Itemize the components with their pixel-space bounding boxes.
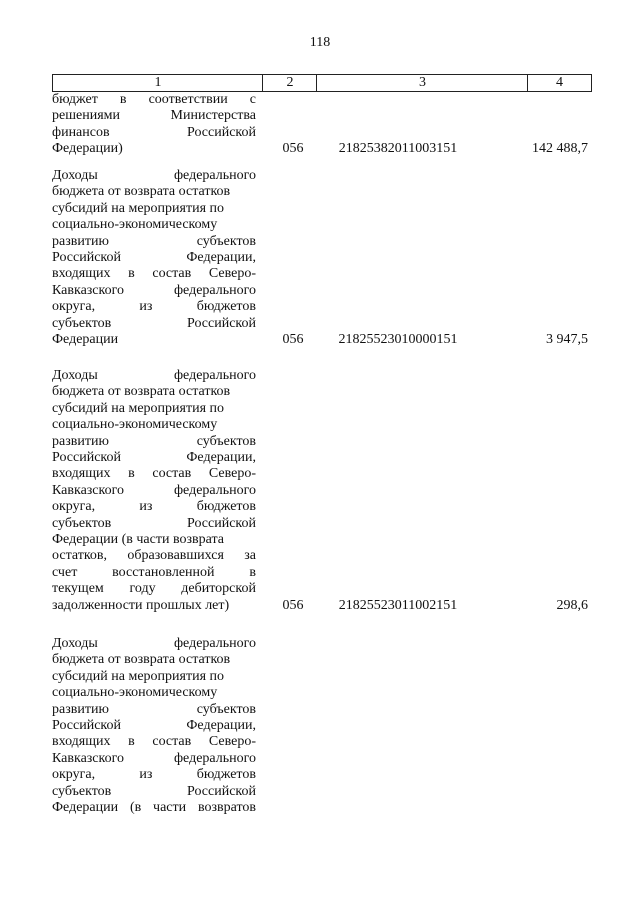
description-line	[52, 565, 256, 581]
description-line	[52, 299, 256, 315]
description-word: бюджет	[52, 92, 98, 107]
description-word: Доходы	[52, 168, 98, 183]
description-word: счет	[52, 564, 78, 580]
description-word: Кавказского	[52, 482, 125, 498]
description-word: образовавшихся	[127, 548, 224, 564]
description-word: субсидий на мероприятия по	[52, 668, 225, 684]
description-line	[52, 316, 256, 332]
description-line	[52, 168, 256, 184]
header-col-3: 3	[316, 74, 528, 92]
description-word: федерального	[173, 282, 256, 298]
description-word: Федерации)	[52, 141, 123, 157]
description-word: субъектов	[196, 701, 256, 717]
description-line	[52, 201, 256, 217]
description-word: с	[249, 92, 256, 107]
row-code: 056	[282, 141, 304, 157]
description-word: бюджета от возврата остатков	[52, 384, 231, 400]
description-line	[52, 734, 256, 750]
description-word: субсидий на мероприятия по	[52, 200, 225, 216]
row-description	[52, 168, 256, 348]
description-word: из	[139, 767, 153, 783]
description-line	[52, 384, 256, 400]
description-word: остатков,	[52, 548, 108, 564]
description-word: Российской	[187, 783, 256, 799]
description-line	[52, 499, 256, 515]
description-line	[52, 751, 256, 767]
description-word: Российской	[187, 315, 256, 331]
description-word: развитию	[52, 433, 109, 449]
description-line	[52, 125, 256, 141]
description-word: Российской	[52, 718, 121, 734]
description-word: социально-экономическому	[52, 217, 218, 233]
description-word: из	[139, 299, 153, 315]
description-word: входящих	[52, 466, 111, 482]
description-word: социально-экономическому	[52, 417, 218, 433]
description-line	[52, 669, 256, 685]
description-word: федерального	[173, 168, 256, 183]
description-line	[52, 702, 256, 718]
description-word: восстановленной	[112, 564, 215, 580]
description-line	[52, 141, 256, 157]
description-word: Российской	[187, 124, 256, 140]
description-word: округа,	[52, 767, 96, 783]
description-word: субсидий на мероприятия по	[52, 400, 225, 416]
description-line	[52, 532, 256, 548]
description-line	[52, 92, 256, 108]
description-line	[52, 718, 256, 734]
description-word: субъектов	[52, 783, 112, 799]
description-word: входящих	[52, 734, 111, 750]
description-word: в	[128, 266, 135, 282]
description-word: федерального	[173, 750, 256, 766]
description-line	[52, 401, 256, 417]
description-line	[52, 685, 256, 701]
description-word: Северо-	[208, 734, 256, 750]
header-col-1: 1	[52, 74, 263, 92]
description-word: бюджетов	[196, 767, 256, 783]
description-line	[52, 466, 256, 482]
description-word: Доходы	[52, 368, 98, 383]
description-word: Северо-	[208, 266, 256, 282]
description-word: Федерации,	[186, 450, 256, 466]
description-word: Федерации (в части возврата	[52, 532, 224, 548]
description-word: бюджетов	[196, 499, 256, 515]
description-line	[52, 767, 256, 783]
description-word: федерального	[173, 368, 256, 383]
description-word: бюджета от возврата остатков	[52, 652, 231, 668]
description-word: состав	[152, 734, 192, 750]
description-line	[52, 184, 256, 200]
description-word: соответствии	[148, 92, 228, 107]
description-word: финансов	[52, 124, 110, 140]
description-line	[52, 417, 256, 433]
description-word: решениями	[52, 108, 120, 124]
description-line	[52, 368, 256, 384]
row-description	[52, 636, 256, 816]
page-number: 118	[309, 35, 331, 50]
description-line	[52, 450, 256, 466]
description-word: федерального	[173, 482, 256, 498]
description-word: в	[119, 92, 127, 107]
description-line	[52, 234, 256, 250]
description-word: социально-экономическому	[52, 685, 218, 701]
description-word: Министерства	[170, 108, 256, 124]
description-word: дебиторской	[181, 581, 256, 597]
header-col-4: 4	[527, 74, 592, 92]
description-word: Российской	[52, 250, 121, 266]
description-line	[52, 598, 256, 614]
description-word: развитию	[52, 233, 109, 249]
table-header	[52, 74, 592, 92]
description-word: федерального	[173, 636, 256, 651]
description-word: Российской	[187, 515, 256, 531]
description-word: Кавказского	[52, 750, 125, 766]
description-word: развитию	[52, 701, 109, 717]
description-word: субъектов	[196, 233, 256, 249]
row-amount: 142 488,7	[532, 141, 588, 157]
description-word: за	[244, 548, 256, 564]
description-line	[52, 516, 256, 532]
description-word: в	[128, 466, 135, 482]
description-word: округа,	[52, 499, 96, 515]
row-kbk-code: 21825523011002151	[338, 597, 458, 613]
description-word: Федерации,	[186, 718, 256, 734]
description-word: субъектов	[196, 433, 256, 449]
description-word: округа,	[52, 299, 96, 315]
description-line	[52, 250, 256, 266]
description-line	[52, 283, 256, 299]
row-code: 056	[282, 597, 304, 613]
description-line	[52, 636, 256, 652]
description-word: году	[129, 581, 156, 597]
description-word: задолженности прошлых лет)	[52, 597, 230, 613]
description-word: Доходы	[52, 636, 98, 651]
description-word: бюджетов	[196, 299, 256, 315]
description-word: Федерации	[52, 800, 119, 816]
row-description	[52, 368, 256, 614]
description-word: возвратов	[197, 800, 256, 816]
description-line	[52, 652, 256, 668]
description-word: бюджета от возврата остатков	[52, 184, 231, 200]
description-line	[52, 266, 256, 282]
row-kbk-code: 21825523010000151	[338, 332, 458, 347]
description-line	[52, 483, 256, 499]
description-word: субъектов	[52, 315, 112, 331]
description-word: субъектов	[52, 515, 112, 531]
description-line	[52, 800, 256, 816]
description-line	[52, 784, 256, 800]
description-word: состав	[152, 466, 192, 482]
description-word: в	[128, 734, 135, 750]
description-line	[52, 581, 256, 597]
description-word: входящих	[52, 266, 111, 282]
description-line	[52, 108, 256, 124]
description-word: Кавказского	[52, 282, 125, 298]
description-word: состав	[152, 266, 192, 282]
description-line	[52, 548, 256, 564]
row-kbk-code: 21825382011003151	[338, 141, 458, 157]
row-amount: 298,6	[556, 597, 588, 613]
description-line	[52, 217, 256, 233]
description-word: части	[153, 800, 187, 816]
description-word: текущем	[52, 581, 104, 597]
description-word: (в	[129, 800, 142, 816]
description-word: в	[249, 564, 256, 580]
header-col-2: 2	[262, 74, 317, 92]
description-word: Федерации,	[186, 250, 256, 266]
description-word: Федерации	[52, 332, 119, 348]
description-line	[52, 434, 256, 450]
description-word: из	[139, 499, 153, 515]
description-line	[52, 332, 256, 348]
row-description	[52, 92, 256, 158]
row-amount: 3 947,5	[546, 332, 588, 347]
description-word: Российской	[52, 450, 121, 466]
row-code: 056	[282, 332, 304, 347]
description-word: Северо-	[208, 466, 256, 482]
